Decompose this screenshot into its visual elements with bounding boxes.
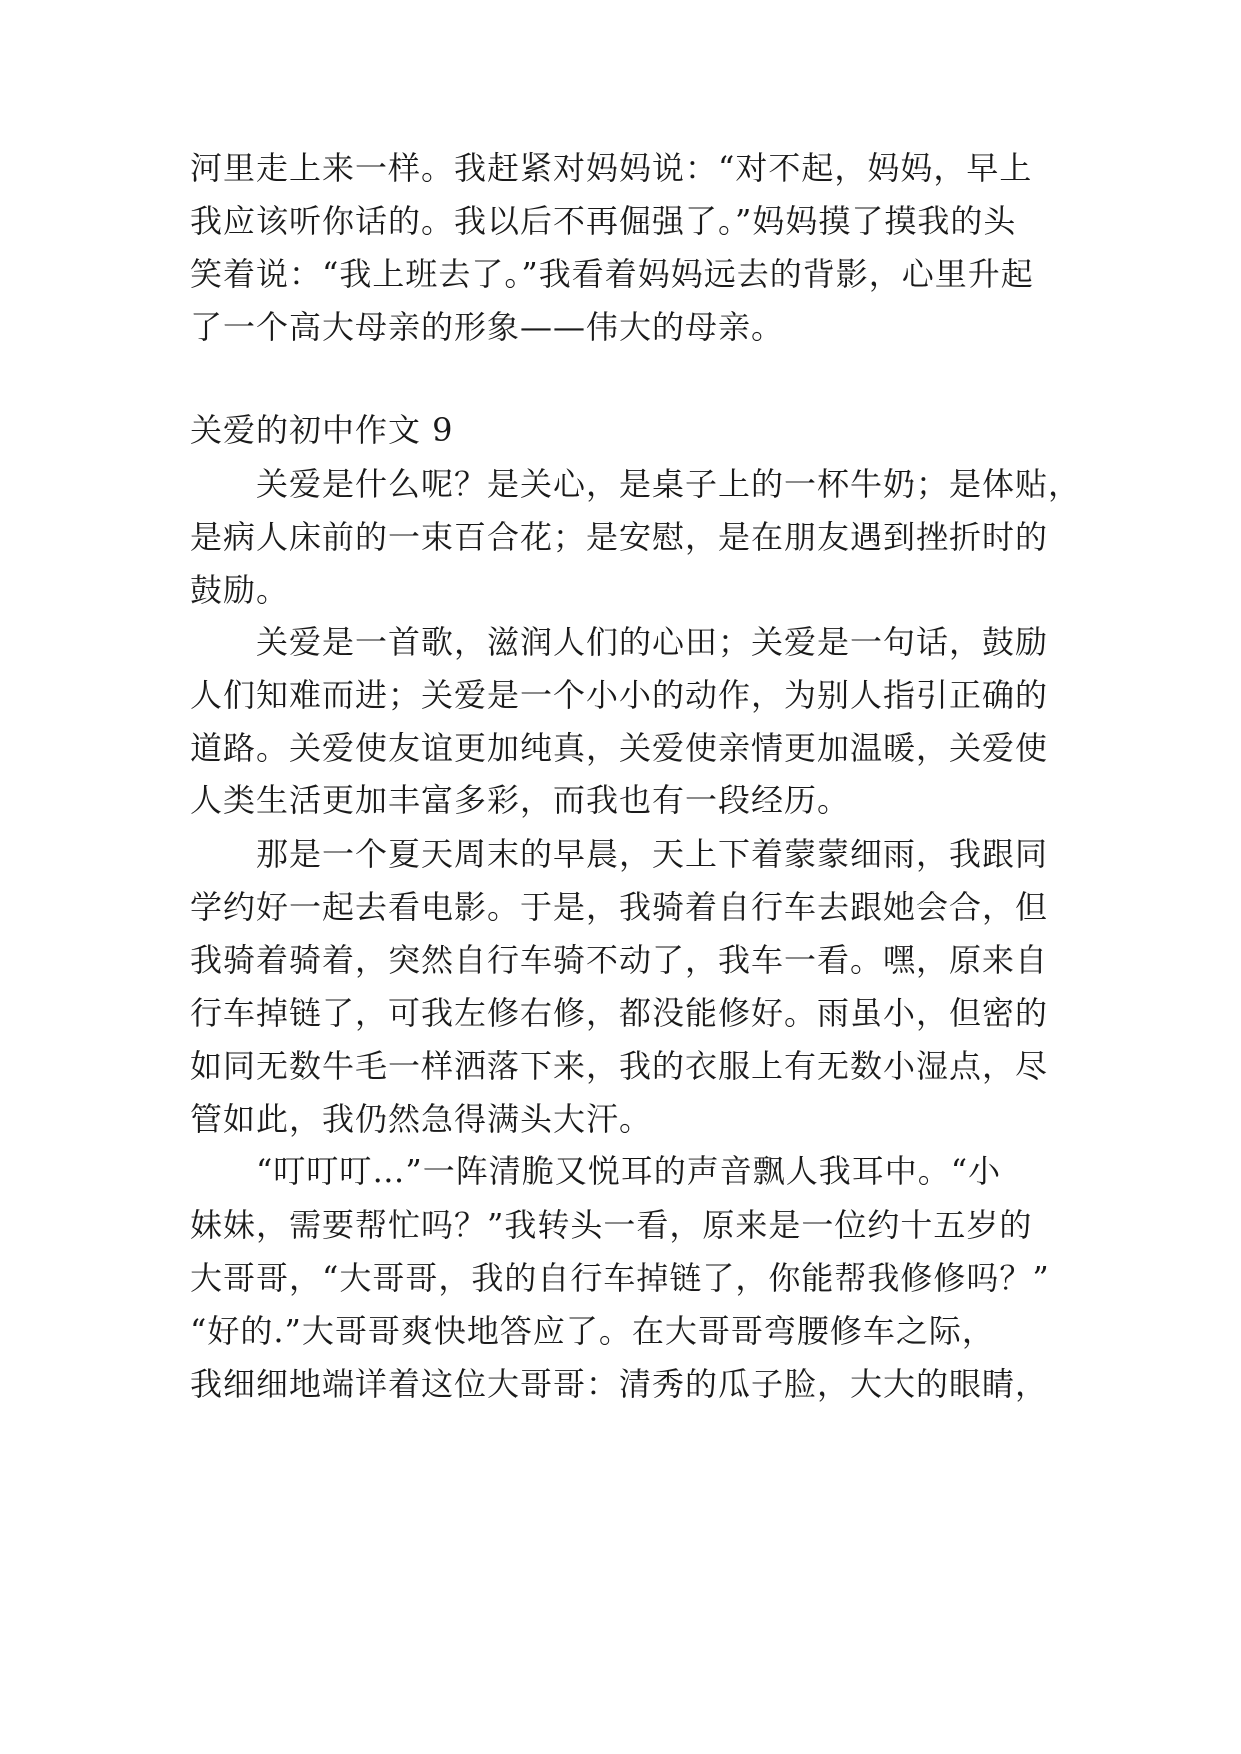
paragraph-line: 学约好一起去看电影。于是，我骑着自行车去跟她会合，但 xyxy=(190,888,1049,926)
paragraph-line: 人们知难而进；关爱是一个小小的动作，为别人指引正确的 xyxy=(190,676,1049,714)
text-line: 笑着说：“我上班去了。”我看着妈妈远去的背影，心里升起 xyxy=(190,255,1034,293)
document-page xyxy=(190,0,1082,1754)
paragraph-line: 鼓励。 xyxy=(190,571,290,609)
paragraph-line: 如同无数牛毛一样洒落下来，我的衣服上有无数小湿点，尽 xyxy=(190,1047,1049,1085)
paragraph-line: 我细细地端详着这位大哥哥：清秀的瓜子脸，大大的眼睛， xyxy=(190,1365,1049,1403)
paragraph-line: 关爱是什么呢？是关心，是桌子上的一杯牛奶；是体贴， xyxy=(256,465,1082,503)
paragraph-line: 关爱是一首歌，滋润人们的心田；关爱是一句话，鼓励 xyxy=(256,623,1049,661)
section-title: 关爱的初中作文 9 xyxy=(190,411,454,449)
paragraph-line: 我骑着骑着，突然自行车骑不动了，我车一看。嘿，原来自 xyxy=(190,941,1049,979)
paragraph-line: 妹妹，需要帮忙吗？”我转头一看，原来是一位约十五岁的 xyxy=(190,1206,1033,1244)
paragraph-line: 是病人床前的一束百合花；是安慰，是在朋友遇到挫折时的 xyxy=(190,518,1049,556)
text-line: 我应该听你话的。我以后不再倔强了。”妈妈摸了摸我的头 xyxy=(190,202,1017,240)
paragraph-line: 人类生活更加丰富多彩，而我也有一段经历。 xyxy=(190,781,851,819)
paragraph-line: 大哥哥，“大哥哥，我的自行车掉链了，你能帮我修修吗？” xyxy=(190,1259,1050,1297)
paragraph-line: 管如此，我仍然急得满头大汗。 xyxy=(190,1100,653,1138)
paragraph-line: “好的.”大哥哥爽快地答应了。在大哥哥弯腰修车之际， xyxy=(190,1312,995,1350)
text-line: 了一个高大母亲的形象——伟大的母亲。 xyxy=(190,308,785,346)
paragraph-line: 那是一个夏天周末的早晨，天上下着蒙蒙细雨，我跟同 xyxy=(256,835,1049,873)
paragraph-line: “叮叮叮…”一阵清脆又悦耳的声音飘人我耳中。“小 xyxy=(256,1152,1002,1190)
paragraph-line: 道路。关爱使友谊更加纯真，关爱使亲情更加温暖，关爱使 xyxy=(190,729,1049,767)
text-line: 河里走上来一样。我赶紧对妈妈说：“对不起，妈妈，早上 xyxy=(190,149,1033,187)
paragraph-line: 行车掉链了，可我左修右修，都没能修好。雨虽小，但密的 xyxy=(190,994,1049,1032)
